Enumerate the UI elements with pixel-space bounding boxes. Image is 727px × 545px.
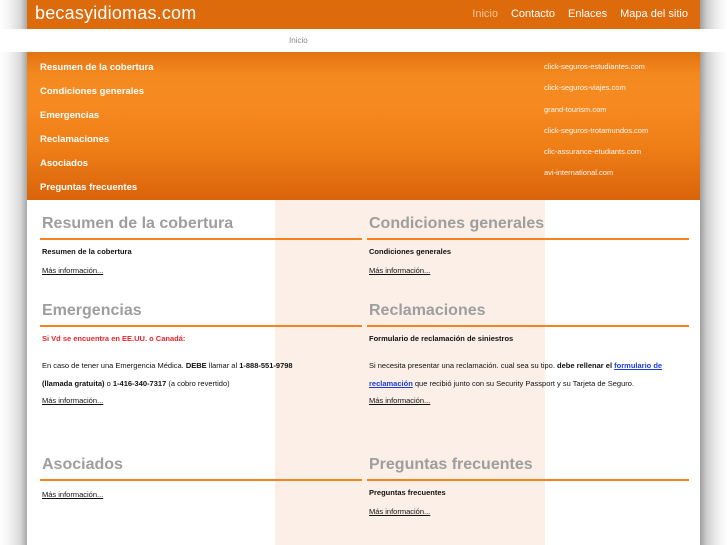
section-divider xyxy=(40,238,362,240)
section-preguntas xyxy=(367,454,689,518)
top-bar xyxy=(27,0,700,29)
section-subtitle: Preguntas frecuentes xyxy=(369,488,446,497)
page-shadow-left xyxy=(0,0,27,545)
menu-item-resumen[interactable]: Resumen de la cobertura xyxy=(40,62,154,73)
partner-link[interactable]: grand-tourism.com xyxy=(544,104,607,114)
section-resumen xyxy=(40,213,362,277)
section-subtitle: Formulario de reclamación de siniestros xyxy=(369,334,514,343)
menu-item-condiciones[interactable]: Condiciones generales xyxy=(40,86,145,97)
breadcrumb-bar xyxy=(0,29,727,52)
partner-sites-list xyxy=(544,61,648,189)
section-menu-panel xyxy=(27,52,700,200)
claim-form-link[interactable]: formulario de reclamación xyxy=(369,361,663,388)
section-reclamaciones xyxy=(367,300,689,407)
menu-item-preguntas[interactable]: Preguntas frecuentes xyxy=(40,182,138,193)
section-divider xyxy=(367,238,689,240)
more-info-link[interactable]: Más información... xyxy=(369,266,431,275)
more-info-link[interactable]: Más información... xyxy=(42,396,104,405)
top-nav-contacto[interactable]: Contacto xyxy=(510,8,555,20)
menu-item-reclamaciones[interactable]: Reclamaciones xyxy=(40,134,110,145)
section-subtitle: Resumen de la cobertura xyxy=(42,247,132,256)
menu-item-emergencias[interactable]: Emergencias xyxy=(40,110,100,121)
page-shadow-right xyxy=(700,0,727,545)
partner-link[interactable]: clic-assurance-etudiants.com xyxy=(544,147,642,157)
section-title: Preguntas frecuentes xyxy=(369,456,533,473)
section-divider xyxy=(367,479,689,481)
section-title: Resumen de la cobertura xyxy=(42,215,234,232)
section-title: Reclamaciones xyxy=(369,302,486,319)
partner-link[interactable]: click-seguros-estudiantes.com xyxy=(544,62,645,71)
section-title: Asociados xyxy=(42,456,123,473)
partner-link[interactable]: click-seguros-viajes.com xyxy=(544,83,626,93)
section-divider xyxy=(367,325,689,327)
more-info-link[interactable]: Más información... xyxy=(369,396,431,405)
section-menu xyxy=(40,61,154,205)
section-asociados xyxy=(40,454,362,501)
top-nav-mapa-del-sitio[interactable]: Mapa del sitio xyxy=(620,8,688,20)
partner-link[interactable]: avi-international.com xyxy=(544,168,614,178)
phone-tollfree: 1-888-551-9798 xyxy=(239,361,293,370)
phone-collect: 1-416-340-7317 xyxy=(112,379,167,388)
more-info-link[interactable]: Más información... xyxy=(42,266,104,275)
more-info-link[interactable]: Más información... xyxy=(369,507,431,516)
breadcrumb: Inicio xyxy=(289,36,308,45)
page-container xyxy=(27,0,700,545)
emergency-alert: Si Vd se encuentra en EE.UU. o Canadá: xyxy=(42,334,186,343)
partner-link[interactable]: click-seguros-trotamundos.com xyxy=(544,125,649,135)
section-subtitle: Condiciones generales xyxy=(369,247,452,256)
section-emergencias xyxy=(40,300,362,407)
top-nav xyxy=(472,8,688,20)
section-divider xyxy=(40,325,362,327)
emergency-text: En caso de tener una Emergencia Médica. DEBE llamar al 1-888-551-9798 (llamada gratuita) o 1-416-340-7317 (a cobro revertido) xyxy=(42,361,293,388)
top-nav-inicio[interactable]: Inicio xyxy=(472,8,498,20)
top-nav-enlaces[interactable]: Enlaces xyxy=(567,8,608,20)
section-title: Condiciones generales xyxy=(369,215,545,232)
menu-item-asociados[interactable]: Asociados xyxy=(40,158,89,169)
section-title: Emergencias xyxy=(42,302,142,319)
claims-text: Si necesita presentar una reclamación. cual sea su tipo. debe rellenar el formulario de reclamación que recibió junto con su Security Passport y su Tarjeta de Seguro. xyxy=(369,361,663,388)
more-info-link[interactable]: Más información... xyxy=(42,490,104,499)
section-condiciones xyxy=(367,213,689,277)
site-title[interactable]: becasyidiomas.com xyxy=(35,3,197,23)
